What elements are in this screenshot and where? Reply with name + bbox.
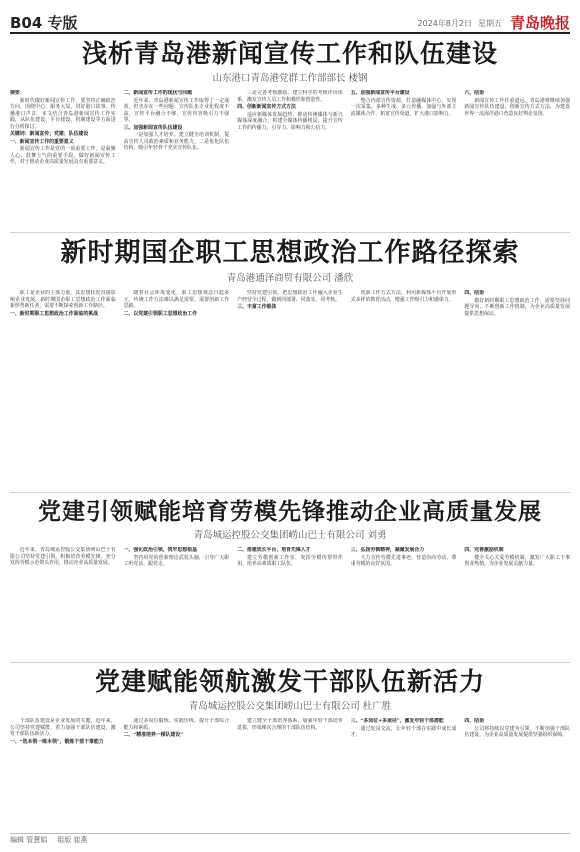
paragraph: 大力宣传劳模先进事迹，营造崇尚劳动、尊重劳模的良好氛围。	[350, 554, 457, 567]
paragraph: 三是完善考核激励。建立科学的考核评价体系，激发宣传人员工作积极性和创造性。	[237, 90, 343, 103]
article-columns	[10, 547, 570, 569]
paragraph: 二、搭建成长平台，培育先锋人才	[237, 547, 311, 553]
article-byline: 山东港口青岛港党群工作部部长 楼钢	[212, 73, 368, 84]
paragraph: 新时代做好新闻宣传工作，要坚持正确政治方向，围绕中心、服务大局，讲好港口故事、传播港口声音。本文结合青岛港新闻宣传工作实践，从队伍建设、平台建设、机制建设等方面进行分析探讨。	[10, 97, 116, 130]
article-columns	[10, 718, 570, 746]
article-3	[10, 498, 570, 658]
paragraph: 新闻宣传工作是党的一项重要工作，是凝聚人心、鼓舞士气的重要手段。做好新闻宣传工作，对于推动企业高质量发展具有重要意义。	[10, 146, 116, 165]
date-weekday	[417, 18, 502, 32]
paragraph: 建立劳模创新工作室，发挥劳模传帮带作用，培养高素质职工队伍。	[237, 554, 343, 567]
paragraph: 创新工作方式方法，利用新媒体平台开展形式多样的教育活动，增强工作吸引力和感染力。	[350, 290, 457, 303]
paragraph: 干部队伍建设是企业发展的关键。近年来，公司坚持党建赋能，着力加强干部队伍建设，激发干部队伍新活力。	[10, 718, 116, 737]
article-col	[124, 718, 230, 746]
date: 2024年8月2日	[417, 19, 472, 28]
paragraph: 职工是企业的主体力量，其思想状况直接影响企业发展。新时期国企职工思想政治工作面临新形势新任务，需要不断探索创新工作路径。	[10, 290, 116, 309]
article-col	[464, 718, 570, 746]
article-col	[237, 290, 343, 318]
page-header	[10, 6, 570, 34]
article-byline: 青岛城运控股公交集团崂山巴士有限公司 杜广胜	[188, 701, 392, 712]
paragraph: 健全关心关爱劳模机制，激发广大职工干事创业热情，为企业发展贡献力量。	[464, 554, 570, 567]
section-divider	[10, 662, 570, 663]
article-col	[464, 90, 570, 167]
paragraph: 三、“多岗位+多途径”，激发年轻干部潜能	[350, 718, 444, 724]
article-2	[10, 238, 570, 488]
newspaper-brand: 青岛晚报	[509, 14, 570, 32]
paragraph: 适应新媒体发展趋势，推动传统媒体与新兴媒体深度融合，构建全媒体传播格局，提升宣传工作的传播力、引导力、影响力和公信力。	[237, 111, 343, 131]
paragraph: 五、加强新闻宣传平台建设	[350, 90, 410, 96]
paragraph: 建立健全干部培养体系，加强年轻干部培养选拔，形成梯次合理的干部队伍结构。	[237, 718, 343, 731]
article-col	[10, 290, 116, 318]
article-col	[124, 290, 230, 318]
article-col	[351, 718, 457, 746]
article-col	[237, 718, 343, 746]
article-col	[351, 290, 457, 318]
paragraph: 六、结语	[464, 90, 484, 96]
article-col	[124, 547, 230, 569]
article-col	[464, 290, 570, 318]
paragraph: 四、结语	[464, 718, 484, 724]
paragraph: 一、新时期职工思想政治工作面临的挑战	[10, 310, 99, 317]
weekday: 星期五	[477, 19, 502, 28]
design-credit: 组版 崔燕	[57, 836, 88, 844]
paragraph: 三、加强新闻宣传队伍建设	[123, 124, 183, 131]
paragraph: 通过轮岗交流，让年轻干部在实践中成长成才。	[350, 725, 457, 738]
section-label: B04 专版	[10, 14, 78, 32]
paragraph: 四、创新新闻宣传方式方法	[237, 104, 296, 110]
article-col	[10, 547, 116, 569]
paragraph: 四、结语	[464, 290, 484, 296]
paragraph: 一、“选本领一练本领”，锻炼干部干事能力	[10, 738, 104, 745]
article-col	[124, 90, 230, 167]
paragraph: 一、强化政治引领，筑牢思想根基	[123, 547, 197, 553]
paragraph: 坚持用党的创新理论武装头脑，引导广大职工听党话、跟党走。	[123, 554, 230, 567]
article-col	[10, 718, 116, 746]
paragraph: 二、“精准培养一梯队建设”	[123, 732, 184, 738]
paragraph: 做好新时期职工思想政治工作，需要坚持问题导向，不断创新工作机制，为企业高质量发展提供思想保证。	[464, 297, 570, 317]
paragraph: 近年来，青岛城运控股公交集团崂山巴士有限公司坚持党建引领，积极培育劳模先锋，充分发挥劳模示范带头作用，推动企业高质量发展。	[10, 547, 116, 566]
section-divider	[10, 492, 570, 493]
paragraph: 三、丰富工作载体	[237, 304, 277, 310]
paragraph: 公司将持续以党建为引领，不断加强干部队伍建设，为企业高质量发展提供坚强组织保障。	[464, 725, 570, 738]
article-1	[10, 40, 570, 230]
article-col	[237, 90, 343, 167]
article-col	[237, 547, 343, 569]
paragraph: 三、弘扬劳模精神，凝聚发展合力	[350, 547, 425, 553]
paragraph: 新闻宣传工作任重道远。青岛港将继续加强新闻宣传队伍建设，创新宣传方式方法，为建设世界一流海洋港口营造良好舆论氛围。	[464, 97, 570, 117]
article-col	[351, 90, 457, 167]
paragraph: 四、完善激励机制	[464, 547, 504, 553]
article-title: 党建赋能领航激发干部队伍新活力	[94, 667, 485, 696]
paragraph: 二、以党建引领职工思想政治工作	[123, 310, 197, 317]
paragraph: 整合内部宣传资源，打造融媒体中心，实现一次采集、多种生成、多元传播。加强与外部主流媒体合作，拓宽宣传渠道，扩大港口影响力。	[350, 97, 457, 117]
article-byline: 青岛港通泽商贸有限公司 潘欣	[226, 273, 354, 284]
article-col	[464, 547, 570, 569]
article-title: 浅析青岛港新闻宣传工作和队伍建设	[81, 39, 498, 68]
paragraph: 坚持党建引领，把思想政治工作融入企业生产经营全过程，做到同部署、同落实、同考核。	[237, 290, 343, 303]
paragraph: 关键词：新闻宣传；党建；队伍建设	[10, 131, 89, 137]
paragraph: 二、新闻宣传工作的现状与问题	[123, 90, 193, 96]
paragraph: 一是加强人才培养。建立健全培训机制，提高宣传人员政治素质和业务能力。二是优化队伍结构，吸引年轻骨干充实宣传队伍。	[123, 132, 230, 151]
paragraph: 一、新闻宣传工作的重要意义	[10, 138, 74, 145]
paragraph: 通过多岗位锻炼、实践历练，提升干部综合能力和素质。	[123, 718, 230, 731]
editor-credit: 编辑 管慧娟	[10, 836, 48, 844]
article-col	[10, 90, 116, 167]
paragraph: 近年来，青岛港新闻宣传工作取得了一定成效，但也存在一些问题：宣传队伍专业化程度不高，宣传平台融合不够，宣传内容吸引力不强等。	[123, 97, 230, 123]
page-footer	[10, 833, 570, 846]
paragraph: 随着社会环境变化，职工思想观念日趋多元，传统工作方法难以满足需要，需要创新工作思路。	[123, 290, 230, 309]
article-title: 党建引领赋能培育劳模先锋推动企业高质量发展	[38, 498, 542, 525]
article-columns	[10, 290, 570, 318]
article-byline: 青岛城运控股公交集团崂山巴士有限公司 刘勇	[193, 530, 387, 541]
article-columns	[10, 90, 570, 167]
article-4	[10, 668, 570, 828]
section-divider	[10, 232, 570, 233]
article-title: 新时期国企职工思想政治工作路径探索	[60, 238, 520, 268]
article-col	[351, 547, 457, 569]
paragraph: 摘要：	[10, 90, 25, 96]
